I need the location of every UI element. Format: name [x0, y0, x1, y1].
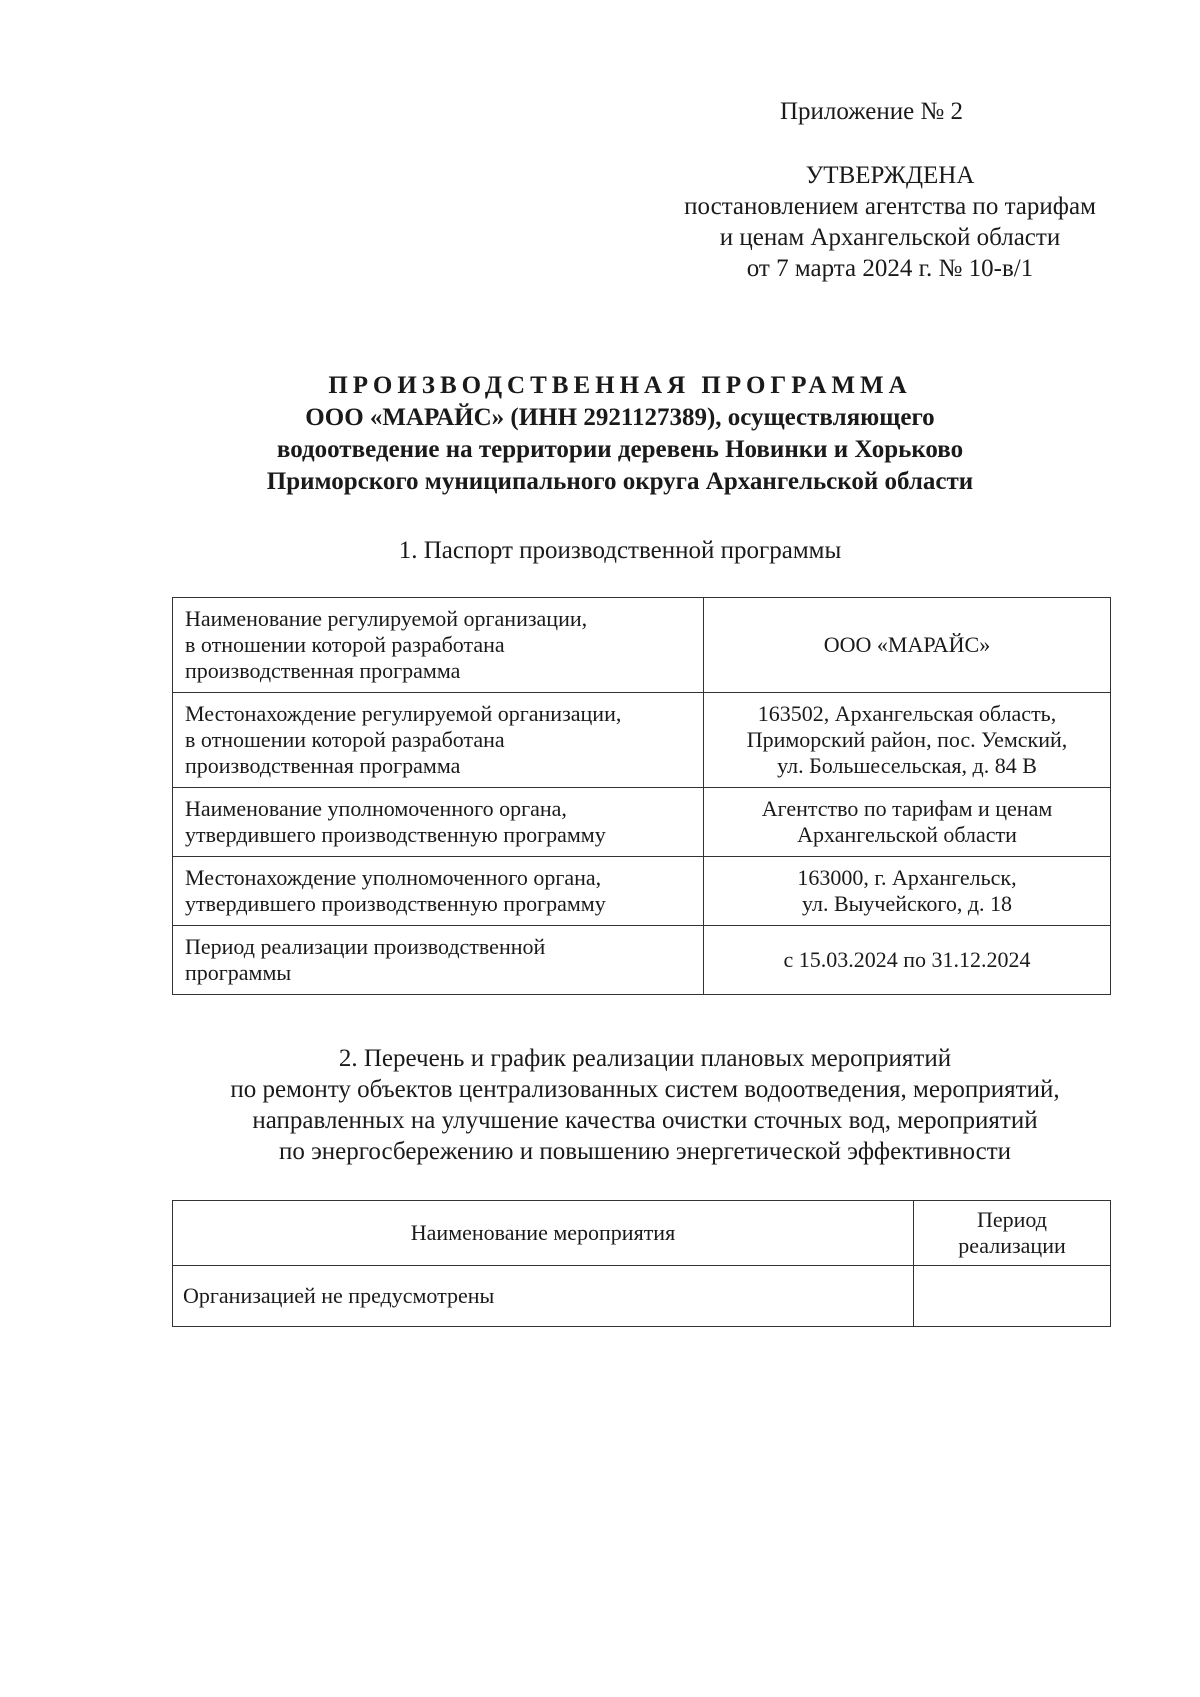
passport-label [173, 598, 704, 693]
passport-value-line: 163000, г. Архангельск, [797, 865, 1017, 890]
passport-value-line: ул. Выучейского, д. 18 [801, 891, 1013, 916]
measures-row [173, 1266, 1111, 1327]
passport-value-line: ул. Большесельская, д. 84 В [777, 753, 1037, 778]
title-line: Приморского муниципального округа Архангельской области [266, 468, 974, 495]
section2-heading-line: направленных на улучшение качества очистки сточных вод, мероприятий [252, 1107, 1038, 1134]
section2-heading-line: 2. Перечень и график реализации плановых мероприятий [338, 1045, 952, 1072]
passport-label-line: утвердившего производственную программу [185, 891, 606, 916]
title-line: ПРОИЗВОДСТВЕННАЯ ПРОГРАММА [328, 372, 912, 399]
passport-value-line: Агентство по тарифам и ценам [761, 796, 1053, 821]
passport-label-line: Наименование регулируемой организации, [185, 606, 588, 631]
passport-value-line: 163502, Архангельская область, [757, 701, 1057, 726]
passport-value [704, 693, 1111, 788]
title-line: водоотведение на территории деревень Новинки и Хорьково [276, 436, 964, 463]
approval-line: постановлением агентства по тарифам [684, 193, 1096, 220]
passport-label-line: Период реализации производственной [185, 934, 546, 959]
passport-value [704, 788, 1111, 857]
col-period-line: реализации [958, 1233, 1066, 1258]
passport-label-line: производственная программа [185, 658, 461, 683]
title-line: ООО «МАРАЙС» (ИНН 2921127389), осуществляющего [305, 404, 935, 431]
approval-line: УТВЕРЖДЕНА [805, 162, 975, 189]
passport-row [173, 788, 1111, 857]
passport-value-line: Приморский район, пос. Уемский, [746, 727, 1068, 752]
passport-label [173, 693, 704, 788]
passport-label-line: Местонахождение регулируемой организации, [185, 701, 622, 726]
col-period [914, 1201, 1111, 1266]
appendix-number: Приложение № 2 [780, 98, 964, 125]
approval-line: и ценам Архангельской области [719, 224, 1061, 251]
col-period-line: Период [977, 1207, 1047, 1232]
section1-heading: 1. Паспорт производственной программы [398, 537, 842, 564]
passport-row [173, 926, 1111, 995]
passport-value [704, 857, 1111, 926]
passport-label-line: утвердившего производственную программу [185, 822, 606, 847]
passport-value [704, 926, 1111, 995]
approval-stamp [640, 160, 1140, 284]
passport-label-line: в отношении которой разработана [185, 632, 505, 657]
section2-heading-line: по ремонту объектов централизованных систем водоотведения, мероприятий, [230, 1076, 1060, 1103]
passport-value [704, 598, 1111, 693]
passport-label-line: Наименование уполномоченного органа, [185, 796, 567, 821]
measures-header-row [173, 1201, 1111, 1266]
passport-label-line: в отношении которой разработана [185, 727, 505, 752]
passport-table [172, 597, 1111, 995]
passport-label-line: производственная программа [185, 753, 461, 778]
col-measure-name: Наименование мероприятия [173, 1201, 914, 1266]
passport-value-line: с 15.03.2024 по 31.12.2024 [783, 947, 1031, 972]
approval-line: от 7 марта 2024 г. № 10-в/1 [746, 255, 1034, 282]
section2-heading-line: по энергосбережению и повышению энергетической эффективности [278, 1138, 1012, 1165]
passport-value-line: Архангельской области [797, 822, 1017, 847]
passport-row [173, 693, 1111, 788]
measure-period-cell [914, 1266, 1111, 1327]
passport-row [173, 598, 1111, 693]
document-title [120, 370, 1120, 498]
passport-label [173, 857, 704, 926]
passport-label [173, 926, 704, 995]
passport-label [173, 788, 704, 857]
measures-table [172, 1200, 1111, 1327]
passport-label-line: программы [185, 960, 292, 985]
passport-value-line: ООО «МАРАЙС» [823, 632, 991, 657]
passport-row [173, 857, 1111, 926]
measure-name-cell: Организацией не предусмотрены [173, 1266, 914, 1327]
passport-label-line: Местонахождение уполномоченного органа, [185, 865, 602, 890]
section2-heading [120, 1043, 1170, 1167]
